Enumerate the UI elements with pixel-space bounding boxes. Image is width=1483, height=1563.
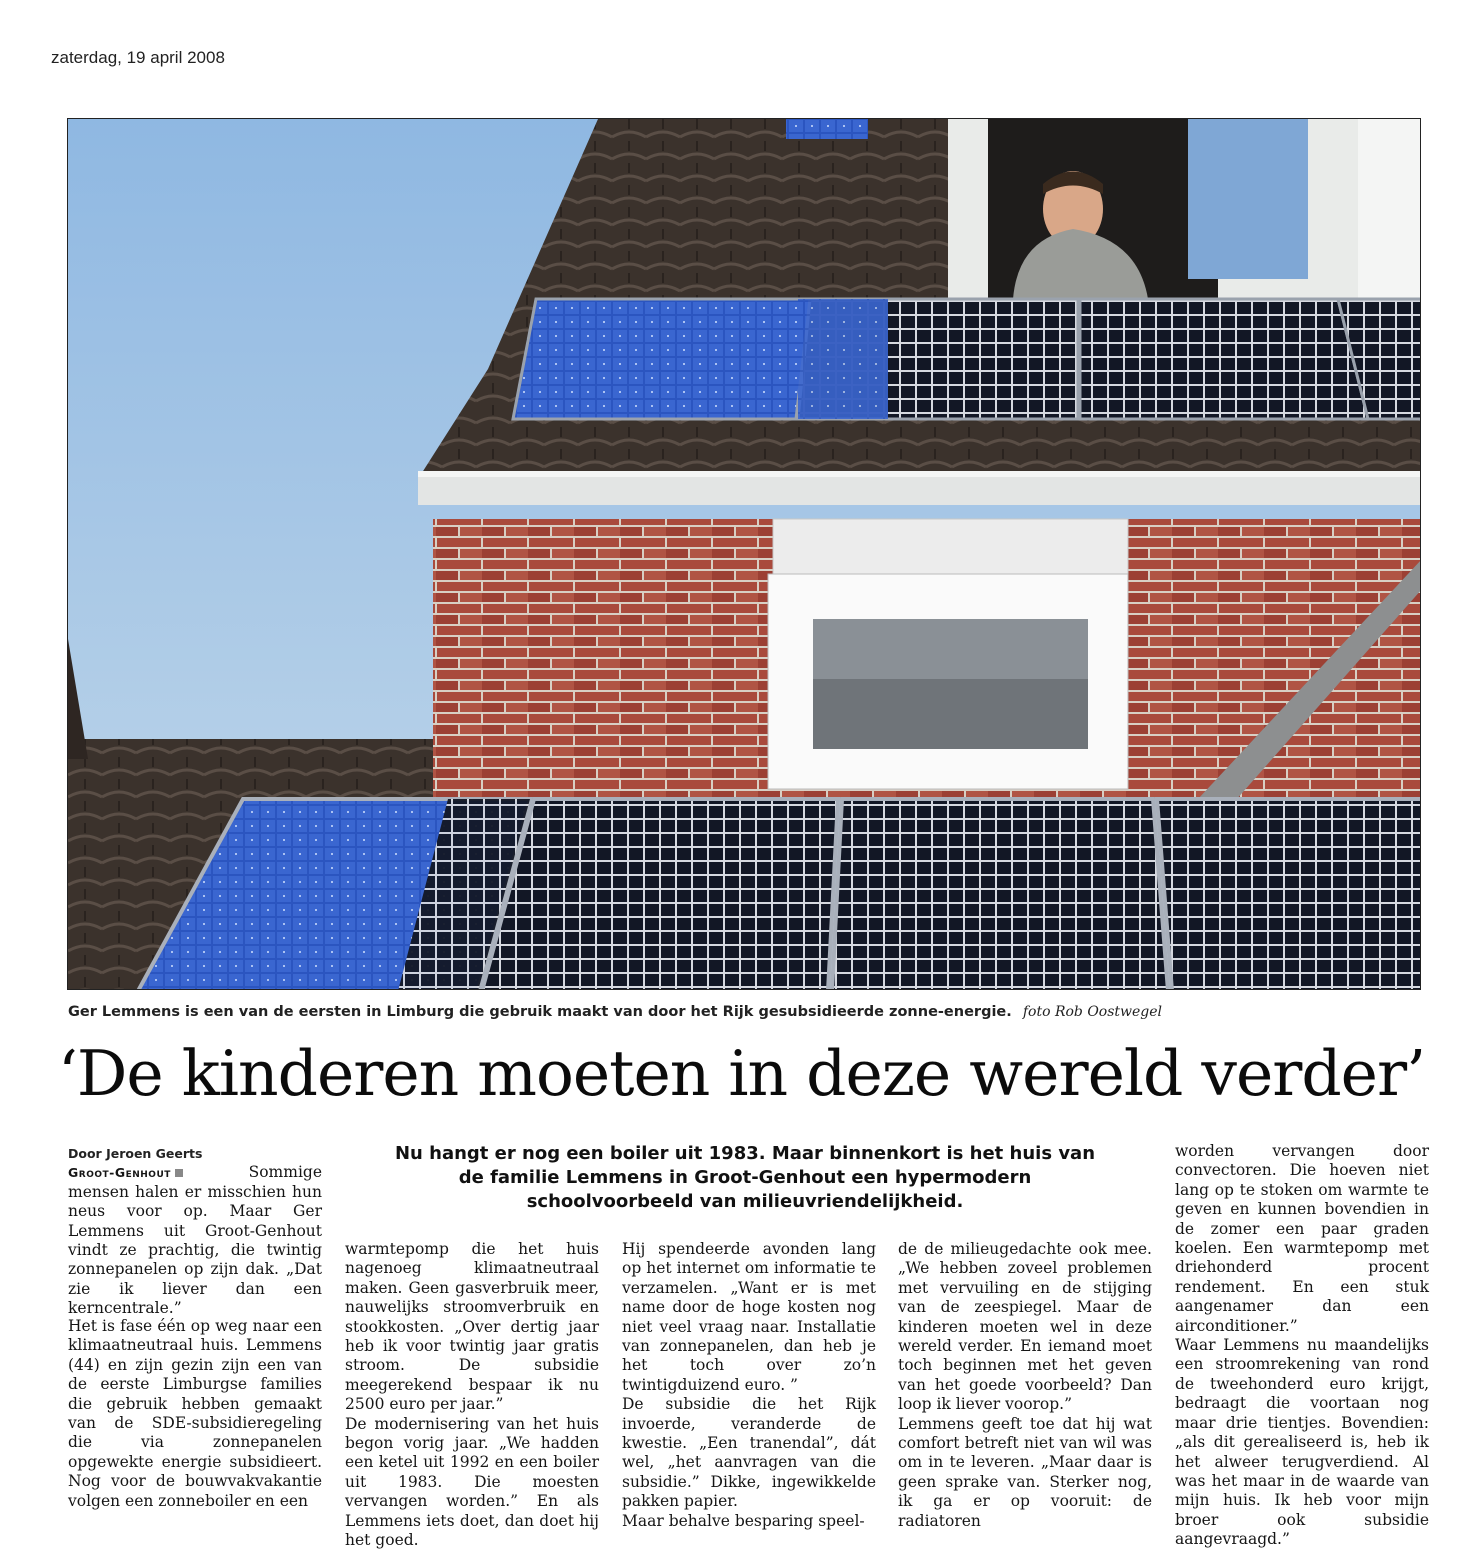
intro-line: schoolvoorbeeld van milieuvriendelijkheid.: [526, 1191, 964, 1212]
article-photo: [67, 118, 1421, 990]
article-column-2: warmtepomp die het huis nagenoeg klimaatneutraal maken. Geen gasverbruik meer, nauwelijks stroomverbruik en stookkosten. „Over dertig jaar heb ik voor twintig jaar gratis stroom. De subsidie meegerekend bespaar ik nu 2500 euro per jaar.” De modernisering van het huis begon vorig jaar. „We hadden een ketel uit 1992 en een boiler uit 1983. Die moesten vervangen worden.” En als Lemmens iets doet, dan doet hij het goed.: [345, 1240, 599, 1550]
caption-text: Ger Lemmens is een van de eersten in Limburg die gebruik maakt van door het Rijk gesubsidieerde zonne-energie.: [68, 1004, 1012, 1020]
intro-line: de familie Lemmens in Groot-Genhout een hypermodern: [458, 1167, 1032, 1188]
photo-caption: [68, 1004, 1428, 1020]
intro-lede: [350, 1142, 1140, 1214]
headline: ‘De kinderen moeten in deze wereld verder’: [57, 1037, 1426, 1110]
photo-credit: foto Rob Oostwegel: [1022, 1004, 1163, 1020]
article-column-4: de de milieugedachte ook mee. „We hebben zoveel problemen met vervuiling en de stijging van de zeespiegel. Maar de kinderen moeten wel in deze wereld verder. En iemand moet toch beginnen met het geven van het goede voorbeeld? Dan loop ik liever voorop.” Lemmens geeft toe dat hij wat comfort betreft niet van wil was om in te leveren. „Maar daar is geen sprake van. Sterker nog, ik ga er op vooruit: de radiatoren: [898, 1240, 1152, 1530]
dateline-place: Groot-Genhout: [68, 1165, 171, 1181]
column-text: Sommige mensen halen er misschien hun neus voor op. Maar Ger Lemmens uit Groot-Genhout vindt ze prachtig, die twintig zonnepanelen op zijn dak. „Dat zie ik liever dan een kerncentrale.”: [68, 1163, 327, 1318]
intro-line: Nu hangt er nog een boiler uit 1983. Maar binnenkort is het huis van: [394, 1143, 1096, 1164]
article-column-1: [68, 1144, 327, 1319]
dateline-marker: [175, 1169, 183, 1177]
article-column-1-continued: Het is fase één op weg naar een klimaatneutraal huis. Lemmens (44) en zijn gezin zijn een van de eerste Limburgse families die gebruik hebben gemaakt van de SDE-subsidieregeling die via zonnepanelen opgewekte energie subsidieert. Nog voor de bouwvakvakantie volgen een zonneboiler en een: [68, 1317, 327, 1510]
article-column-5: worden vervangen door convectoren. Die hoeven niet lang op te stoken om warmte te geven en kunnen bovendien in de zomer een paar graden koelen. Een warmtepomp met driehonderd procent rendement. En een stuk aangenamer dan een airconditioner.” Waar Lemmens nu maandelijks een stroomrekening van rond de tweehonderd euro krijgt, bedraagt die voortaan nog maar drie tientjes. Bovendien: „als dit gerealiseerd is, heb ik het alweer terugverdiend. Al was het maar in de waarde van mijn huis. Ik heb voor mijn broer ook subsidie aangevraagd.”: [1175, 1142, 1429, 1549]
byline: Door Jeroen Geerts: [68, 1146, 203, 1161]
publication-date: zaterdag, 19 april 2008: [51, 48, 225, 67]
article-column-3: Hij spendeerde avonden lang op het internet om informatie te verzamelen. „Want er is met name door de hoge kosten nog niet veel vraag naar. Installatie van zonnepanelen, dan heb je het toch over zo’n twintigduizend euro. ” De subsidie die het Rijk invoerde, veranderde de kwestie. „Een tranendal”, dát wel, „het aanvragen van die subsidie.” Dikke, ingewikkelde pakken papier. Maar behalve besparing speel-: [622, 1240, 876, 1530]
